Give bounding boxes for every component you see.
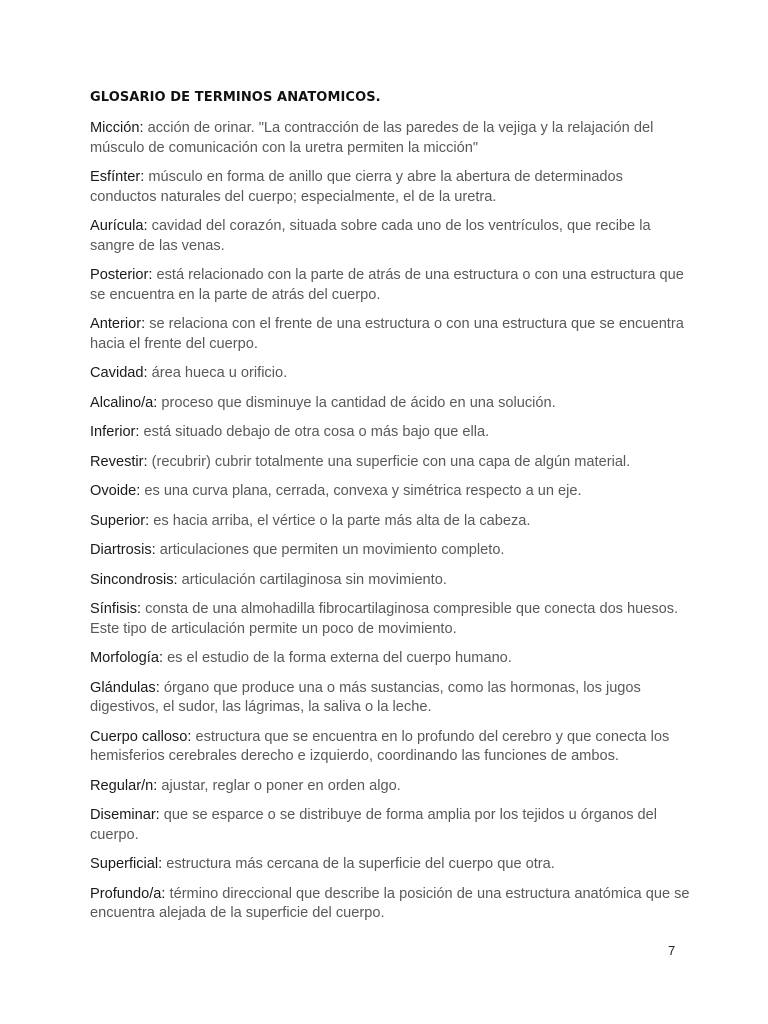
glossary-entry bbox=[90, 679, 690, 718]
glossary-term: Superior: bbox=[90, 512, 150, 529]
glossary-term: Morfología: bbox=[90, 650, 164, 666]
glossary-definition: órgano que produce una o más sustancias, como las hormonas, los jugos digestivos, el sudor, las lágrimas, la saliva o la leche. bbox=[90, 679, 641, 715]
page-number: 7 bbox=[668, 943, 676, 958]
glossary-definition: consta de una almohadilla fibrocartilaginosa compresible que conecta dos huesos. Este tipo de articulación permite un poco de movimiento. bbox=[90, 601, 679, 637]
glossary-term: Ovoide: bbox=[90, 483, 141, 499]
glossary-definition: es hacia arriba, el vértice o la parte más alta de la cabeza. bbox=[149, 512, 531, 529]
glossary-definition: músculo en forma de anillo que cierra y abre la abertura de determinados conductos naturales del cuerpo; especialmente, el de la uretra. bbox=[90, 169, 623, 205]
glossary-term: Aurícula: bbox=[90, 218, 148, 234]
glossary-term: Glándulas: bbox=[90, 679, 160, 696]
glossary-definition: cavidad del corazón, situada sobre cada uno de los ventrículos, que recibe la sangre de las venas. bbox=[90, 218, 651, 254]
glossary-definition: está situado debajo de otra cosa o más bajo que ella. bbox=[139, 424, 490, 440]
glossary-term: Alcalino/a: bbox=[90, 394, 158, 411]
glossary-entry bbox=[90, 453, 690, 473]
glossary-definition: proceso que disminuye la cantidad de ácido en una solución. bbox=[157, 394, 556, 411]
glossary-entry bbox=[90, 728, 690, 767]
glossary-entry bbox=[90, 600, 690, 639]
glossary-definition: (recubrir) cubrir totalmente una superficie con una capa de algún material. bbox=[147, 453, 631, 470]
glossary-definition: se relaciona con el frente de una estructura o con una estructura que se encuentra hacia el frente del cuerpo. bbox=[90, 316, 684, 352]
glossary-definition: articulación cartilaginosa sin movimiento. bbox=[177, 571, 447, 588]
glossary-entry bbox=[90, 266, 690, 305]
glossary-term: Micción: bbox=[90, 120, 144, 136]
glossary-entry bbox=[90, 217, 690, 256]
glossary-definition: estructura más cercana de la superficie del cuerpo que otra. bbox=[162, 856, 555, 872]
glossary-definition: ajustar, reglar o poner en orden algo. bbox=[157, 777, 401, 794]
glossary-entry bbox=[90, 119, 690, 158]
glossary-entry bbox=[90, 482, 690, 502]
glossary-entry bbox=[90, 571, 690, 591]
glossary-term: Esfínter: bbox=[90, 169, 145, 185]
glossary-entry bbox=[90, 777, 690, 797]
glossary-definition: que se esparce o se distribuye de forma amplia por los tejidos u órganos del cuerpo. bbox=[90, 807, 658, 843]
glossary-term: Posterior: bbox=[90, 267, 153, 283]
glossary-entry bbox=[90, 168, 690, 207]
glossary-entry bbox=[90, 394, 690, 414]
glossary-term: Superficial: bbox=[90, 856, 163, 872]
glossary-entry bbox=[90, 315, 690, 354]
glossary-term: Diseminar: bbox=[90, 807, 160, 823]
glossary-term: Inferior: bbox=[90, 424, 140, 440]
glossary-entry bbox=[90, 806, 690, 845]
glossary-term: Diartrosis: bbox=[90, 542, 156, 558]
glossary-definition: articulaciones que permiten un movimiento completo. bbox=[155, 542, 505, 558]
glossary-term: Sínfisis: bbox=[90, 601, 142, 617]
glossary-entry bbox=[90, 423, 690, 443]
glossary-term: Sincondrosis: bbox=[90, 571, 178, 588]
glossary-definition: es una curva plana, cerrada, convexa y simétrica respecto a un eje. bbox=[140, 483, 582, 499]
glossary-term: Revestir: bbox=[90, 453, 148, 470]
glossary-definition: es el estudio de la forma externa del cuerpo humano. bbox=[163, 650, 512, 666]
glossary-definition: acción de orinar. "La contracción de las paredes de la vejiga y la relajación del músculo de comunicación con la uretra permiten la micción" bbox=[90, 120, 654, 156]
glossary-term: Cavidad: bbox=[90, 365, 148, 381]
glossary-entry bbox=[90, 885, 690, 924]
glossary-term: Regular/n: bbox=[90, 777, 158, 794]
glossary-definition: está relacionado con la parte de atrás de una estructura o con una estructura que se encuentra en la parte de atrás del cuerpo. bbox=[90, 267, 684, 303]
glossary-entry bbox=[90, 364, 690, 384]
glossary-term: Anterior: bbox=[90, 316, 146, 332]
glossary-list bbox=[90, 119, 690, 934]
glossary-entry bbox=[90, 512, 690, 532]
glossary-term: Profundo/a: bbox=[90, 885, 166, 902]
glossary-entry bbox=[90, 649, 690, 669]
glossary-definition: término direccional que describe la posición de una estructura anatómica que se encuentra alejada de la superficie del cuerpo. bbox=[90, 885, 690, 921]
glossary-entry bbox=[90, 855, 690, 875]
document-title: GLOSARIO DE TERMINOS ANATOMICOS. bbox=[90, 90, 381, 105]
glossary-entry bbox=[90, 541, 690, 561]
glossary-definition: estructura que se encuentra en lo profundo del cerebro y que conecta los hemisferios cerebrales derecho e izquierdo, coordinando las funciones de ambos. bbox=[90, 728, 670, 764]
glossary-term: Cuerpo calloso: bbox=[90, 728, 192, 745]
glossary-definition: área hueca u orificio. bbox=[147, 365, 288, 381]
